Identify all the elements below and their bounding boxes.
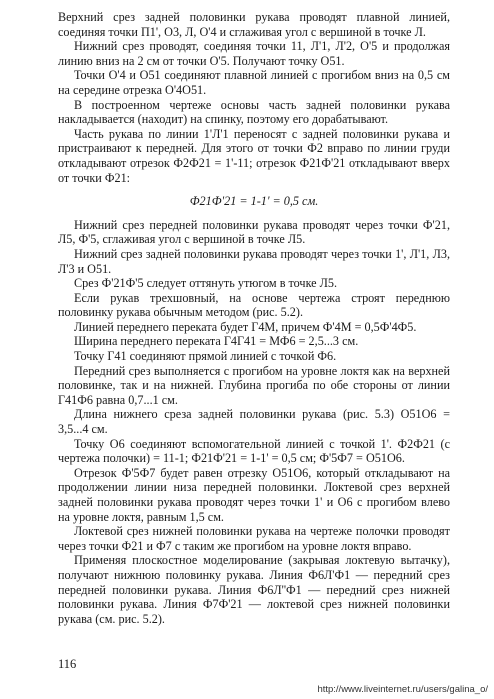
paragraph-16: Отрезок Ф'5Ф7 будет равен отрезку О51О6, который откладывают на продолжении линии низа передней половинки. Локтевой срез верхней задней половинки рукава проводят через точки 1' и О6 с прогибом влево на уровне локтя, равным 1,5 см. — [58, 465, 450, 524]
paragraph-18: Применяя плоскостное моделирование (закрывая локтевую вытачку), получают нижнюю половинку рукава. Линия Ф6Л'Ф1 — передний срез передней половинки рукава. Линия Ф6Л''Ф1 — передний срез нижней половинки рукава. Линия Ф7Ф'21 — локтевой срез нижней половинки рукава (см. рис. 5.2). — [58, 553, 450, 626]
paragraph-10: Линией переднего переката будет Г4М, причем Ф'4М = 0,5Ф'4Ф5. — [74, 319, 417, 334]
paragraph-3: Точки О'4 и О51 соединяют плавной линией с прогибом вниз на 0,5 см на середине отрезка О'4О51. — [58, 68, 450, 97]
page-number: 116 — [58, 657, 77, 671]
paragraph-11: Ширина переднего переката Г4Г41 = МФ6 = 2,5...3 см. — [74, 334, 359, 349]
paragraph-15: Точку О6 соединяют вспомогательной линией с точкой 1'. Ф2Ф21 (с чертежа полочки) = 11-1; Ф21Ф'21 = 1-1' = 0,5 см; Ф'5Ф7 = О51О6. — [58, 436, 450, 466]
watermark-url: http://www.liveinternet.ru/users/galina_o/ — [317, 684, 488, 695]
paragraph-14: Длина нижнего среза задней половинки рукава (рис. 5.3) О51О6 = 3,5...4 см. — [58, 407, 450, 437]
paragraph-12: Точку Г41 соединяют прямой линией с точкой Ф6. — [74, 349, 337, 364]
paragraph-7: Нижний срез задней половинки рукава проводят через точки 1', Л'1, Л3, Л'3 и О51. — [58, 246, 450, 276]
page-body — [58, 10, 450, 626]
paragraph-4: В построенном чертеже основы часть задней половинки рукава накладывается (находит) на спинку, поэтому его дорабатывают. — [58, 97, 450, 127]
paragraph-5: Часть рукава по линии 1'Л'1 переносят с задней половинки рукава и пристраивают к передней. Для этого от точки Ф2 вправо по линии груди откладывают отрезок Ф2Ф21 = 1'-11; отрезок Ф21Ф'21 откладывают вверх от точки Ф21: — [58, 126, 450, 185]
paragraph-9: Если рукав трехшовный, на основе чертежа строят переднюю половинку рукава обычным методом (рис. 5.2). — [58, 290, 450, 320]
paragraph-13: Передний срез выполняется с прогибом на уровне локтя как на верхней половинке, так и на нижней. Глубина прогиба по обе стороны от линии Г41Ф6 равна 0,7...1 см. — [58, 363, 450, 407]
paragraph-6: Нижний срез передней половинки рукава проводят через точки Ф'21, Л5, Ф'5, сглаживая угол с вершиной в точке Л5. — [58, 217, 450, 247]
paragraph-1: Верхний срез задней половинки рукава проводят плавной линией, соединяя точки П1', О3, Л, О'4 и сглаживая угол с вершиной в точке Л. — [58, 10, 450, 39]
formula: Ф21Ф'21 = 1-1' = 0,5 см. — [189, 194, 319, 209]
paragraph-8: Срез Ф'21Ф'5 следует оттянуть утюгом в точке Л5. — [74, 276, 338, 291]
paragraph-17: Локтевой срез нижней половинки рукава на чертеже полочки проводят через точки Ф21 и Ф7 с таким же прогибом на уровне локтя вправо. — [58, 524, 450, 553]
paragraph-2: Нижний срез проводят, соединяя точки 11, Л'1, Л'2, О'5 и продолжая линию вниз на 2 см от точки О'5. Получают точку О51. — [58, 39, 450, 68]
